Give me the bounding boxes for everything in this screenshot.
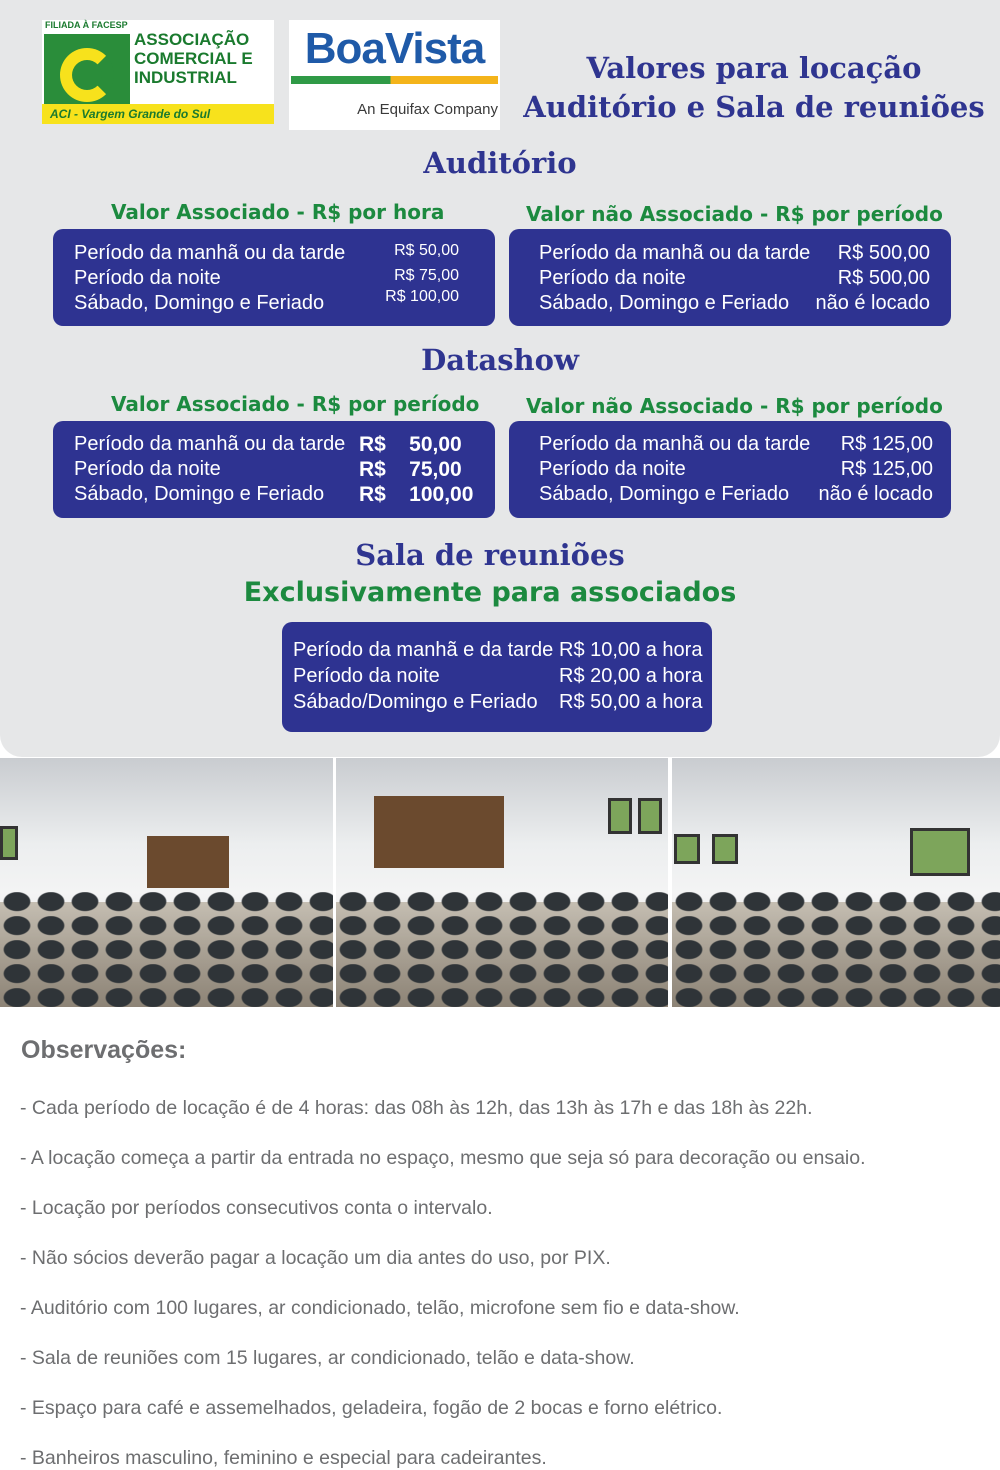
row-value: R$ 500,00 (837, 242, 930, 264)
row-label: Sábado/Domingo e Feriado (293, 691, 538, 713)
price-row (282, 665, 712, 691)
row-label: Período da manhã e da tarde (293, 639, 554, 661)
aci-name-line3: INDUSTRIAL (134, 68, 237, 87)
row-label: Sábado, Domingo e Feriado (74, 292, 325, 314)
row-label: Período da noite (74, 458, 221, 480)
row-value: R$ 75,00 (394, 267, 459, 284)
observacao-item: - Banheiros masculino, feminino e especial para cadeirantes. (20, 1447, 547, 1469)
aci-logo (42, 20, 274, 124)
price-row (509, 458, 951, 484)
auditorio-nao-associado-table (509, 229, 951, 326)
datashow-associado-table (53, 421, 495, 518)
price-row (509, 242, 951, 268)
row-label: Período da manhã ou da tarde (539, 242, 811, 264)
aci-city-bar: ACI - Vargem Grande do Sul (42, 104, 274, 124)
observacao-item: - Auditório com 100 lugares, ar condicionado, telão, microfone sem fio e data-show. (20, 1297, 740, 1319)
page-title-line2: Auditório e Sala de reuniões (523, 90, 985, 124)
price-row (282, 691, 712, 717)
price-row (53, 242, 495, 268)
auditorio-title: Auditório (423, 146, 577, 180)
price-row (509, 433, 951, 459)
price-row (53, 288, 495, 318)
row-label: Sábado, Domingo e Feriado (539, 292, 790, 314)
observacao-item: - Não sócios deverão pagar a locação um dia antes do uso, por PIX. (20, 1247, 611, 1269)
price-row (53, 483, 495, 509)
boavista-stripe (291, 76, 498, 84)
row-label: Período da manhã ou da tarde (74, 433, 346, 455)
page-title-line1: Valores para locação (586, 51, 922, 85)
observacao-item: - Cada período de locação é de 4 horas: das 08h às 12h, das 13h às 17h e das 18h às 22h. (20, 1097, 813, 1119)
boavista-logo (289, 20, 500, 130)
observacao-item: - A locação começa a partir da entrada no espaço, mesmo que seja só para decoração ou ensaio. (20, 1147, 866, 1169)
row-value: R$ 125,00 (840, 433, 933, 455)
row-value: não é locado (818, 483, 933, 505)
datashow-nao-associado-table (509, 421, 951, 518)
price-row (53, 458, 495, 484)
auditorio-associado-table (53, 229, 495, 326)
row-value: R$ 75,00 (359, 458, 462, 481)
row-label: Período da noite (74, 267, 221, 289)
price-row (509, 483, 951, 509)
price-row (282, 639, 712, 665)
observacoes-title: Observações: (21, 1036, 187, 1064)
price-row (509, 267, 951, 293)
row-value: R$ 10,00 a hora (559, 639, 703, 661)
auditorio-photo-2 (336, 758, 668, 1007)
aci-name (134, 30, 253, 87)
auditorio-associado-label: Valor Associado - R$ por hora (111, 200, 445, 224)
aci-name-line2: COMERCIAL E (134, 49, 253, 68)
observacao-item: - Espaço para café e assemelhados, geladeira, fogão de 2 bocas e forno elétrico. (20, 1397, 723, 1419)
page-title (510, 49, 998, 127)
datashow-associado-label: Valor Associado - R$ por período (111, 392, 480, 416)
row-value: R$ 50,00 a hora (559, 691, 703, 713)
price-row (53, 433, 495, 459)
row-label: Sábado, Domingo e Feriado (539, 483, 790, 505)
auditorio-photo-3 (672, 758, 1000, 1007)
auditorio-photo-1 (0, 758, 333, 1007)
row-value: R$ 125,00 (840, 458, 933, 480)
observacao-item: - Locação por períodos consecutivos conta o intervalo. (20, 1197, 493, 1219)
auditorio-nao-associado-label: Valor não Associado - R$ por período (526, 202, 943, 226)
observacao-item: - Sala de reuniões com 15 lugares, ar condicionado, telão e data-show. (20, 1347, 635, 1369)
row-value: R$ 50,00 (394, 242, 459, 259)
row-label: Período da noite (539, 267, 686, 289)
row-value: não é locado (815, 292, 930, 314)
price-row (509, 292, 951, 318)
row-value: R$ 100,00 (359, 483, 474, 506)
datashow-nao-associado-label: Valor não Associado - R$ por período (526, 394, 943, 418)
aci-filiada-text: FILIADA À FACESP (45, 20, 128, 30)
row-value: R$ 20,00 a hora (559, 665, 703, 687)
row-label: Período da manhã ou da tarde (539, 433, 811, 455)
sala-table (282, 622, 712, 732)
row-label: Período da noite (293, 665, 440, 687)
row-value: R$ 50,00 (359, 433, 462, 456)
sala-title: Sala de reuniões (355, 538, 625, 572)
boavista-wordmark: BoaVista (304, 24, 485, 73)
row-label: Período da manhã ou da tarde (74, 242, 346, 264)
row-value: R$ 500,00 (837, 267, 930, 289)
datashow-title: Datashow (421, 343, 579, 377)
row-value: R$ 100,00 (385, 288, 459, 305)
row-label: Sábado, Domingo e Feriado (74, 483, 325, 505)
boavista-tagline: An Equifax Company (357, 101, 498, 118)
aci-name-line1: ASSOCIAÇÃO (134, 30, 250, 49)
sala-subtitle: Exclusivamente para associados (243, 577, 737, 608)
row-label: Período da noite (539, 458, 686, 480)
